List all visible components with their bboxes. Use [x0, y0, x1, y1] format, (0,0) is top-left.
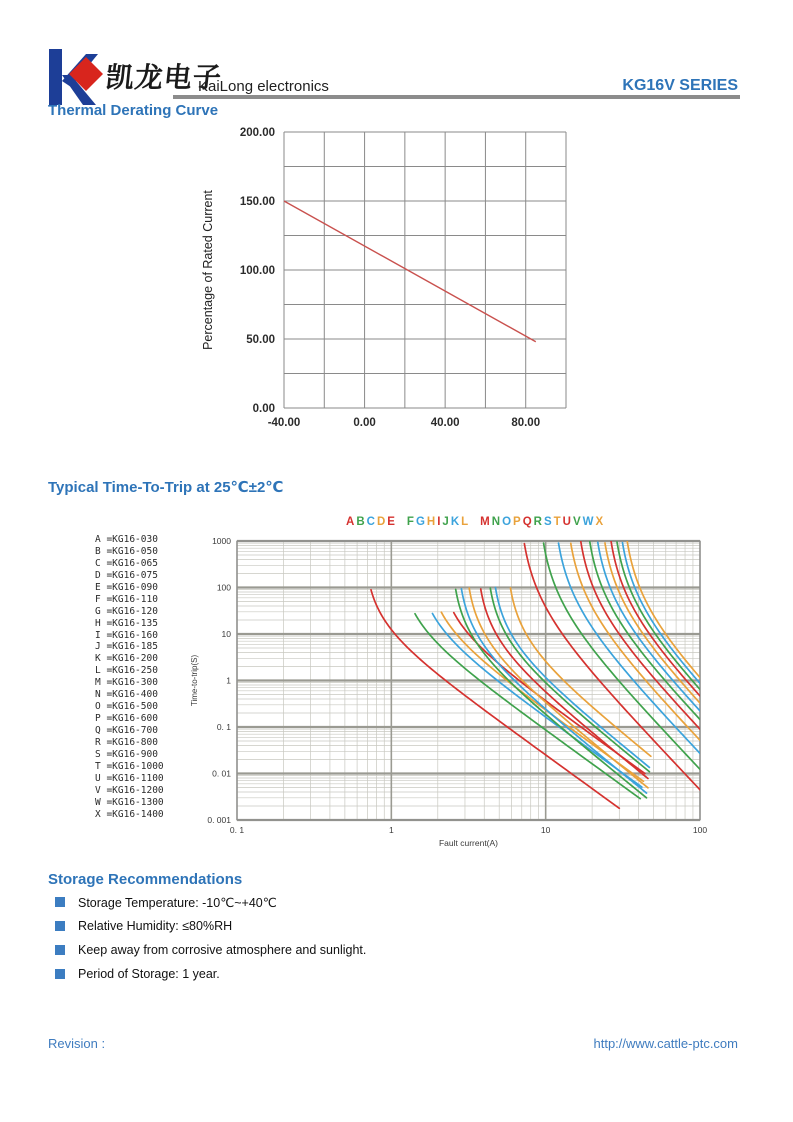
storage-item — [55, 943, 366, 957]
legend-letter-Q: Q — [522, 516, 532, 528]
part-list-row: F =KG16-110 — [95, 593, 158, 605]
svg-text:40.00: 40.00 — [430, 417, 460, 429]
legend-letter-S: S — [543, 516, 552, 528]
svg-text:50.00: 50.00 — [246, 334, 275, 346]
svg-text:100: 100 — [692, 825, 708, 835]
part-list-row: V =KG16-1200 — [95, 784, 164, 796]
trip-curve-C — [432, 614, 641, 788]
legend-letter-V: V — [572, 516, 581, 528]
trip-curve-X — [627, 541, 700, 677]
part-list-row: T =KG16-1000 — [95, 760, 164, 772]
part-list-row: C =KG16-065 — [95, 557, 158, 569]
header-rule — [173, 95, 740, 99]
legend-letter-R: R — [533, 516, 542, 528]
svg-text:1: 1 — [388, 825, 394, 835]
derating-chart — [190, 118, 590, 453]
legend-letter-B: B — [356, 516, 365, 528]
svg-text:200.00: 200.00 — [239, 127, 275, 139]
svg-text:1: 1 — [226, 675, 231, 686]
brand-chinese: 凯龙电子 — [104, 61, 224, 94]
logo-k-bar — [49, 49, 62, 105]
storage-item-text: Relative Humidity: ≤80%RH — [78, 919, 233, 933]
svg-text:1000: 1000 — [212, 536, 231, 546]
part-list-row: A =KG16-030 — [95, 534, 158, 545]
svg-text:0. 1: 0. 1 — [216, 722, 231, 732]
part-list-row: B =KG16-050 — [95, 545, 158, 557]
legend-letter-J: J — [442, 516, 449, 528]
part-list-row: P =KG16-600 — [95, 713, 158, 725]
legend-letter-K: K — [450, 516, 460, 528]
svg-text:Time-to-trip(S): Time-to-trip(S) — [190, 654, 199, 707]
trip-section-title: Typical Time-To-Trip at 25℃±2℃ — [48, 479, 284, 496]
svg-text:0. 01: 0. 01 — [212, 768, 231, 779]
legend-letter-O: O — [502, 516, 512, 528]
derating-section-title: Thermal Derating Curve — [48, 102, 219, 119]
part-list-row: E =KG16-090 — [95, 581, 158, 593]
trip-curve-E — [454, 613, 645, 774]
svg-text:150.00: 150.00 — [239, 196, 275, 208]
legend-letter-C: C — [366, 516, 375, 528]
legend-letter-X: X — [595, 516, 604, 528]
svg-text:Percentage of Rated Current: Percentage of Rated Current — [201, 190, 215, 350]
svg-text:0.00: 0.00 — [353, 417, 376, 429]
legend-letter-A: A — [346, 516, 355, 528]
svg-text:0. 1: 0. 1 — [229, 825, 245, 835]
storage-item-text: Storage Temperature: -10℃~+40℃ — [78, 895, 277, 910]
legend-letter-G: G — [415, 516, 425, 528]
storage-section-title: Storage Recommendations — [48, 871, 243, 888]
legend-letter-H: H — [426, 516, 436, 528]
storage-list — [55, 895, 366, 991]
series-title: KG16V SERIES — [622, 77, 738, 94]
legend-letter-M: M — [480, 516, 490, 528]
part-list-row: H =KG16-135 — [95, 617, 158, 629]
svg-text:100.00: 100.00 — [239, 265, 275, 277]
time-to-trip-chart — [85, 512, 730, 852]
kailong-logo — [46, 48, 106, 106]
legend-letter-T: T — [553, 516, 561, 528]
svg-text:Fault current(A): Fault current(A) — [438, 838, 499, 848]
part-list-row: D =KG16-075 — [95, 569, 158, 581]
website-link[interactable]: http://www.cattle-ptc.com — [593, 1036, 738, 1051]
legend-letter-F: F — [406, 516, 414, 528]
svg-text:100: 100 — [216, 582, 231, 593]
part-list-row: X =KG16-1400 — [95, 808, 164, 820]
legend-letter-E: E — [387, 516, 395, 528]
svg-text:0. 001: 0. 001 — [207, 815, 231, 825]
trip-curve-W — [622, 543, 700, 684]
legend-letter-N: N — [491, 516, 501, 528]
bullet-square-icon — [55, 945, 65, 955]
bullet-square-icon — [55, 897, 65, 907]
storage-item — [55, 895, 366, 909]
legend-letter-L: L — [461, 516, 469, 528]
part-list-row: M =KG16-300 — [95, 677, 158, 689]
part-list-row: R =KG16-800 — [95, 736, 158, 748]
part-list-row: N =KG16-400 — [95, 689, 158, 701]
part-list-row: J =KG16-185 — [95, 641, 158, 653]
part-list-row: G =KG16-120 — [95, 605, 158, 617]
legend-letter-I: I — [437, 516, 441, 528]
part-list-row: S =KG16-900 — [95, 748, 158, 760]
legend-letter-P: P — [513, 516, 521, 528]
storage-item-text: Period of Storage: 1 year. — [78, 967, 220, 981]
part-list-row: W =KG16-1300 — [95, 796, 164, 808]
legend-letter-U: U — [562, 516, 571, 528]
part-list-row: L =KG16-250 — [95, 665, 158, 677]
legend-letter-W: W — [582, 516, 594, 528]
brand-english: KaiLong electronics — [198, 78, 329, 95]
part-list-row: O =KG16-500 — [95, 701, 158, 713]
storage-item — [55, 967, 366, 981]
svg-text:10: 10 — [221, 629, 231, 639]
part-list-row: Q =KG16-700 — [95, 725, 158, 736]
svg-text:80.00: 80.00 — [511, 417, 541, 429]
storage-item-text: Keep away from corrosive atmosphere and sunlight. — [78, 943, 367, 957]
revision-label: Revision : — [48, 1036, 106, 1051]
part-list-row: K =KG16-200 — [95, 653, 158, 665]
part-list-row: I =KG16-160 — [95, 629, 158, 641]
trip-curve-V — [617, 542, 700, 689]
legend-letter-D: D — [376, 516, 386, 528]
svg-text:10: 10 — [540, 825, 551, 835]
svg-text:0.00: 0.00 — [252, 403, 275, 415]
bullet-square-icon — [55, 921, 65, 931]
svg-text:-40.00: -40.00 — [267, 417, 301, 429]
storage-item — [55, 919, 366, 933]
part-list-row: U =KG16-1100 — [95, 772, 164, 784]
bullet-square-icon — [55, 969, 65, 979]
